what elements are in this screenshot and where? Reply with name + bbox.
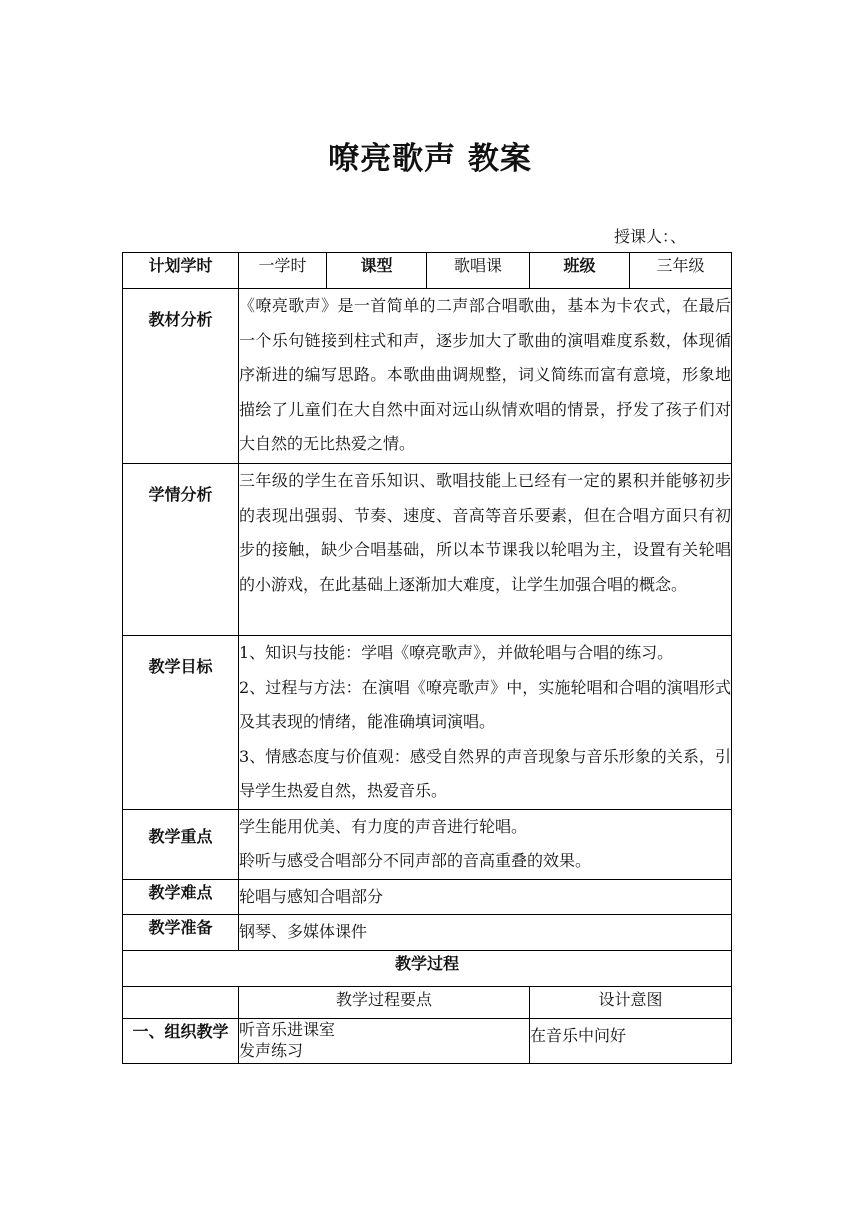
process-intent: 在音乐中问好 (530, 1018, 732, 1063)
section-label: 教学重点 (123, 809, 239, 879)
type-label: 课型 (327, 253, 427, 289)
process-title-row (123, 950, 732, 986)
section-label: 教材分析 (123, 289, 239, 464)
section-row-preparation (123, 915, 732, 951)
section-items (239, 809, 732, 879)
hours-value: 一学时 (239, 253, 327, 289)
section-row-keypoints (123, 809, 732, 879)
process-col-intent: 设计意图 (530, 986, 732, 1018)
page-title: 嘹亮歌声 教案 (328, 141, 532, 177)
process-title: 教学过程 (123, 950, 732, 986)
process-header-empty (123, 986, 239, 1018)
objective-item: 3、情感态度与价值观：感受自然界的声音现象与音乐形象的关系，引导学生热爱自然，热爱音乐。 (239, 746, 731, 800)
process-point: 听音乐进课室 (239, 1019, 336, 1039)
type-value: 歌唱课 (427, 253, 530, 289)
section-text: 轮唱与感知合唱部分 (239, 879, 732, 915)
process-row (123, 1018, 732, 1063)
hours-label: 计划学时 (123, 253, 239, 289)
process-points (239, 1018, 530, 1063)
section-items (239, 636, 732, 810)
section-text: 《嘹亮歌声》是一首简单的二声部合唱歌曲，基本为卡农式，在最后一个乐句链接到柱式和声，逐步加大了歌曲的演唱难度系数，体现循序渐进的编写思路。本歌曲曲调规整，词义简练而富有意境，形象地描绘了儿童们在大自然中面对远山纵情欢唱的情景，抒发了孩子们对大自然的无比热爱之情。 (239, 289, 732, 464)
section-label: 教学目标 (123, 636, 239, 810)
grade-value: 三年级 (630, 253, 732, 289)
keypoint-item: 聆听与感受合唱部分不同声部的音高重叠的效果。 (239, 851, 592, 870)
section-text: 钢琴、多媒体课件 (239, 915, 732, 951)
process-point: 发声练习 (239, 1040, 304, 1060)
process-stage: 一、组织教学 (123, 1018, 239, 1063)
section-row-material (123, 289, 732, 464)
objective-item: 2、过程与方法：在演唱《嘹亮歌声》中，实施轮唱和合唱的演唱形式及其表现的情绪，能准确填词演唱。 (239, 677, 731, 731)
section-label: 学情分析 (123, 464, 239, 636)
header-row (123, 253, 732, 289)
process-header-row (123, 986, 732, 1018)
lecturer-label: 授课人：、 (614, 227, 687, 246)
section-text: 三年级的学生在音乐知识、歌唱技能上已经有一定的累积并能够初步的表现出强弱、节奏、速度、音高等音乐要素，但在合唱方面只有初步的接触，缺少合唱基础，所以本节课我以轮唱为主，设置有关轮唱的小游戏，在此基础上逐渐加大难度，让学生加强合唱的概念。 (239, 464, 732, 636)
process-col-points: 教学过程要点 (239, 986, 530, 1018)
section-row-students (123, 464, 732, 636)
objective-item: 1、知识与技能：学唱《嘹亮歌声》，并做轮唱与合唱的练习。 (239, 643, 674, 662)
lesson-plan-table (122, 252, 732, 1064)
keypoint-item: 学生能用优美、有力度的声音进行轮唱。 (239, 816, 528, 836)
section-row-difficulty (123, 879, 732, 915)
section-row-objectives (123, 636, 732, 810)
grade-label: 班级 (530, 253, 630, 289)
section-label: 教学准备 (123, 915, 239, 951)
section-label: 教学难点 (123, 879, 239, 915)
